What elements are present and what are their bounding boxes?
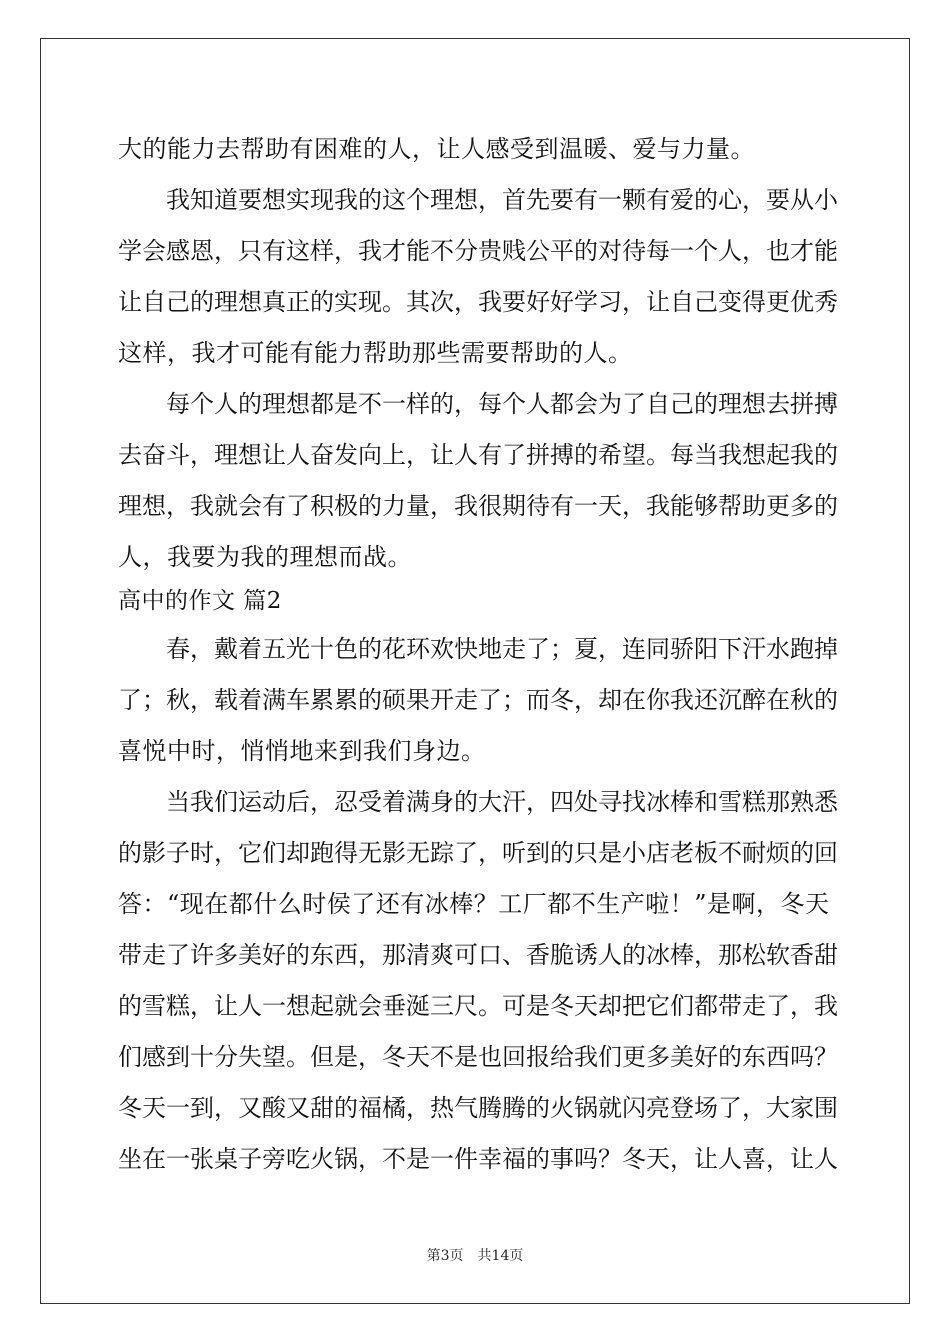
text-line: 理想，我就会有了积极的力量，我很期待有一天，我能够帮助更多的 — [118, 492, 838, 520]
text-line: 每个人的理想都是不一样的，每个人都会为了自己的理想去拼搏 — [166, 390, 838, 418]
section-heading: 高中的作文 篇2 — [118, 588, 282, 614]
text-line: 春，戴着五光十色的花环欢快地走了；夏，连同骄阳下汗水跑掉 — [166, 635, 838, 663]
page-number: 第3页 — [426, 1248, 464, 1264]
text-line: 的影子时，它们却跑得无影无踪了，听到的只是小店老板不耐烦的回 — [118, 839, 838, 867]
text-line: 大的能力去帮助有困难的人，让人感受到温暖、爱与力量。 — [118, 135, 755, 163]
text-line: 的雪糕，让人一想起就会垂涎三尺。可是冬天却把它们都带走了，我 — [118, 992, 838, 1020]
text-line: 们感到十分失望。但是，冬天不是也回报给我们更多美好的东西吗？ — [118, 1043, 838, 1071]
page-total: 共14页 — [477, 1248, 524, 1264]
text-line: 去奋斗，理想让人奋发向上，让人有了拼搏的希望。每当我想起我的 — [118, 441, 838, 469]
text-line: 带走了许多美好的东西，那清爽可口、香脆诱人的冰棒，那松软香甜 — [118, 941, 838, 969]
text-line: 当我们运动后，忍受着满身的大汗，四处寻找冰棒和雪糕那熟悉 — [166, 788, 838, 816]
text-line: 了；秋，载着满车累累的硕果开走了；而冬，却在你我还沉醉在秋的 — [118, 686, 838, 714]
text-line: 这样，我才可能有能力帮助那些需要帮助的人。 — [118, 339, 633, 367]
text-line: 坐在一张桌子旁吃火锅，不是一件幸福的事吗？冬天，让人喜，让人 — [118, 1145, 838, 1173]
text-line: 人，我要为我的理想而战。 — [118, 543, 412, 571]
text-line: 答：“现在都什么时侯了还有冰棒？工厂都不生产啦！”是啊，冬天 — [118, 890, 830, 918]
text-line: 让自己的理想真正的实现。其次，我要好好学习，让自己变得更优秀 — [118, 288, 838, 316]
text-line: 喜悦中时，悄悄地来到我们身边。 — [118, 737, 486, 765]
page-footer — [0, 1246, 950, 1266]
text-line: 我知道要想实现我的这个理想，首先要有一颗有爱的心，要从小 — [166, 186, 838, 214]
text-line: 学会感恩，只有这样，我才能不分贵贱公平的对待每一个人，也才能 — [118, 237, 838, 265]
text-line: 冬天一到，又酸又甜的福橘，热气腾腾的火锅就闪亮登场了，大家围 — [118, 1094, 838, 1122]
